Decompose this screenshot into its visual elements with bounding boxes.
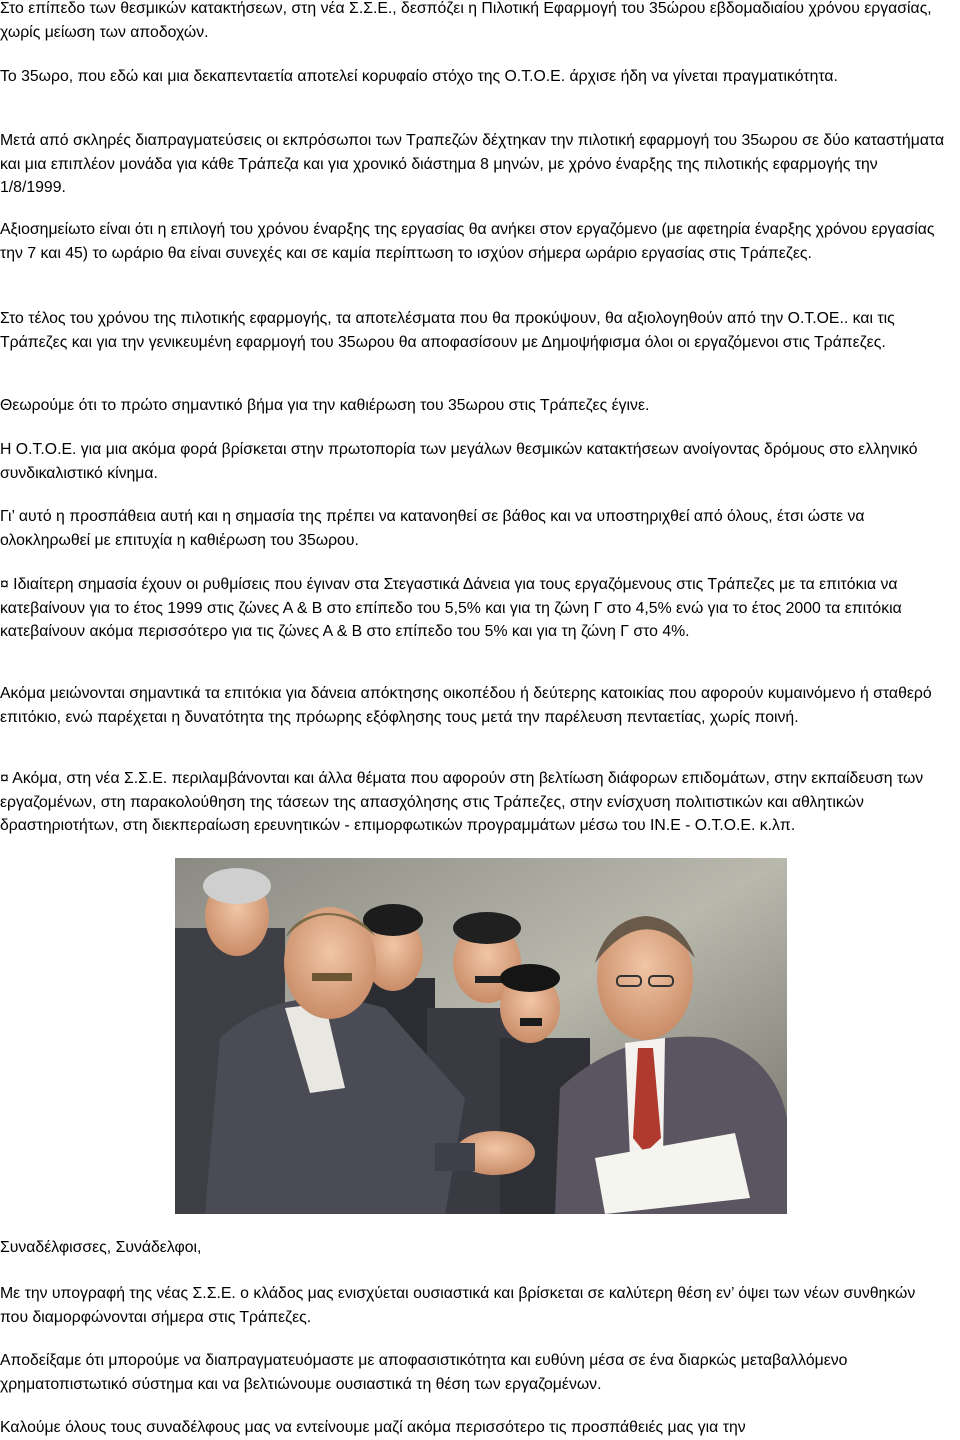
paragraph-6: Θεωρούμε ότι το πρώτο σημαντικό βήμα για την καθιέρωση του 35ωρου στις Τράπεζες έγινε. (0, 397, 650, 414)
paragraph-3: Μετά από σκληρές διαπραγματεύσεις οι εκπρόσωποι των Τραπεζών δέχτηκαν την πιλοτική εφαρμογή του 35ωρου σε δύο καταστήματα και μια επιπλέον μονάδα για κάθε Τράπεζα και για χρονικό διάστημα 8 μηνών, με χρόνο έναρξης της πιλοτικής εφαρμογής την 1/8/1999. (0, 132, 945, 196)
paragraph-5: Στο τέλος του χρόνου της πιλοτικής εφαρμογής, τα αποτελέσματα που θα προκύψουν, θα αξιολογηθούν από την Ο.Τ.ΟΕ.. και τις Τράπεζες και για την γενικευμένη εφαρμογή του 35ωρου θα αποφασίσουν με Δημοψήφισμα όλοι οι εργαζόμενοι στις Τράπεζες. (0, 310, 895, 351)
paragraph-8: Γι’ αυτό η προσπάθεια αυτή και η σημασία της πρέπει να κατανοηθεί σε βάθος και να υποστηριχθεί από όλους, έτσι ώστε να ολοκληρωθεί με επιτυχία η καθιέρωση του 35ωρου. (0, 508, 865, 549)
paragraph-9: ¤ Ιδιαίτερη σημασία έχουν οι ρυθμίσεις που έγιναν στα Στεγαστικά Δάνεια για τους εργαζόμενους στις Τράπεζες με τα επιτόκια να κατεβαίνουν για το έτος 1999 στις ζώνες Α & Β στο επίπεδο του 5,5% και για τη ζώνη Γ στο 4,5% ενώ για το έτος 2000 τα επιτόκια κατεβαίνουν ακόμα περισσότερο για τις ζώνες Α & Β στο επίπεδο του 5% και για τη ζώνη Γ στο 4%. (0, 576, 902, 640)
paragraph-10: Ακόμα μειώνονται σημαντικά τα επιτόκια για δάνεια απόκτησης οικοπέδου ή δεύτερης κατοικίας που αφορούν κυμαινόμενο ή σταθερό επιτόκιο, ενώ παρέχεται η δυνατότητα της πρόωρης εξόφλησης τους μετά την παρέλευση πενταετίας, χωρίς ποινή. (0, 685, 932, 726)
paragraph-15: Καλούμε όλους τους συναδέλφους μας να εντείνουμε μαζί ακόμα περισσότερο τις προσπάθειές μας για την (0, 1419, 746, 1436)
handshake-photo (175, 858, 787, 1214)
paragraph-13: Με την υπογραφή της νέας Σ.Σ.Ε. ο κλάδος μας ενισχύεται ουσιαστικά και βρίσκεται σε καλύτερη θέση εν’ όψει των νέων συνθηκών που διαμορφώνονται σήμερα στις Τράπεζες. (0, 1285, 916, 1326)
paragraph-14: Αποδείξαμε ότι μπορούμε να διαπραγματευόμαστε με αποφασιστικότητα και ευθύνη μέσα σε ένα διαρκώς μεταβαλλόμενο χρηματοπιστωτικό σύστημα και να βελτιώνουμε ουσιαστικά τη θέση των εργαζομένων. (0, 1352, 848, 1393)
paragraph-7: Η Ο.Τ.Ο.Ε. για μια ακόμα φορά βρίσκεται στην πρωτοπορία των μεγάλων θεσμικών κατακτήσεων ανοίγοντας δρόμους στο ελληνικό συνδικαλιστικό κίνημα. (0, 441, 918, 482)
paragraph-1: Στο επίπεδο των θεσμικών κατακτήσεων, στη νέα Σ.Σ.Ε., δεσπόζει η Πιλοτική Εφαρμογή του 35ώρου εβδομαδιαίου χρόνου εργασίας, χωρίς μείωση των αποδοχών. (0, 0, 932, 41)
paragraph-2: Το 35ωρο, που εδώ και μια δεκαπενταετία αποτελεί κορυφαίο στόχο της Ο.Τ.Ο.Ε. άρχισε ήδη να γίνεται πραγματικότητα. (0, 68, 838, 85)
paragraph-12: Συναδέλφισσες, Συνάδελφοι, (0, 1239, 202, 1256)
paragraph-4: Αξιοσημείωτο είναι ότι η επιλογή του χρόνου έναρξης της εργασίας θα ανήκει στον εργαζόμενο (με αφετηρία έναρξης χρόνου εργασίας την 7 και 45) το ωράριο θα είναι συνεχές και σε καμία περίπτωση το ισχύον σήμερα ωράριο εργασίας στις Τράπεζες. (0, 221, 935, 262)
paragraph-11: ¤ Ακόμα, στη νέα Σ.Σ.Ε. περιλαμβάνονται και άλλα θέματα που αφορούν στη βελτίωση διάφορων επιδομάτων, στην εκπαίδευση των εργαζομένων, στη παρακολούθηση της τάσεων της απασχόλησης στις Τράπεζες, στην ενίσχυση πολιτιστικών και αθλητικών δραστηριοτήτων, στη διεκπεραίωση ερευνητικών - επιμορφωτικών προγραμμάτων μέσω του ΙΝ.Ε - Ο.Τ.Ο.Ε. κ.λπ. (0, 770, 924, 834)
